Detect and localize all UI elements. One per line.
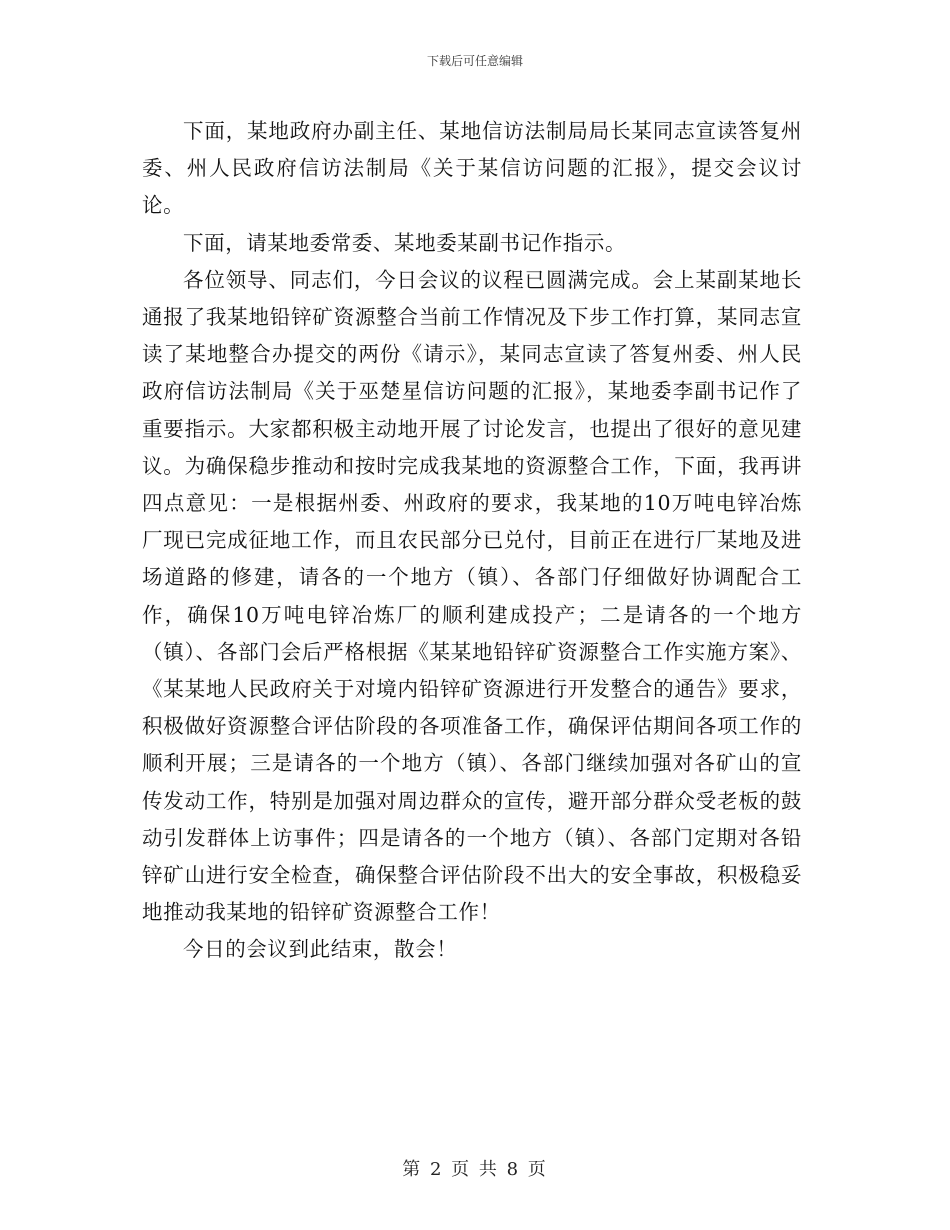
- document-body: [142, 113, 802, 969]
- page-header-note: 下载后可任意编辑: [426, 54, 523, 68]
- paragraph-meeting-close: 今日的会议到此结束，散会！: [183, 937, 458, 962]
- page-number: 第 2 页 共 8 页: [402, 1159, 548, 1180]
- paragraph-report-reading: 下面，某地政府办副主任、某地信访法制局局长某同志宣读答复州委、州人民政府信访法制局《关于某信访问题的汇报》，提交会议讨论。: [142, 119, 802, 218]
- paragraph-summary-and-opinions: 各位领导、同志们，今日会议的议程已圆满完成。会上某副某地长通报了我某地铅锌矿资源整合当前工作情况及下步工作打算，某同志宣读了某地整合办提交的两份《请示》，某同志宣读了答复州委、州人民政府信访法制局《关于巫楚星信访问题的汇报》，某地委李副书记作了重要指示。大家都积极主动地开展了讨论发言，也提出了很好的意见建议。为确保稳步推动和按时完成我某地的资源整合工作，下面，我再讲四点意见：一是根据州委、州政府的要求，我某地的10万吨电锌冶炼厂现已完成征地工作，而且农民部分已兑付，目前正在进行厂某地及进场道路的修建，请各的一个地方（镇）、各部门仔细做好协调配合工作，确保10万吨电锌冶炼厂的顺利建成投产；二是请各的一个地方（镇）、各部门会后严格根据《某某地铅锌矿资源整合工作实施方案》、《某某地人民政府关于对境内铅锌矿资源进行开发整合的通告》要求，积极做好资源整合评估阶段的各项准备工作，确保评估期间各项工作的顺利开展；三是请各的一个地方（镇）、各部门继续加强对各矿山的宣传发动工作，特别是加强对周边群众的宣传，避开部分群众受老板的鼓动引发群体上访事件；四是请各的一个地方（镇）、各部门定期对各铅锌矿山进行安全检查，确保整合评估阶段不出大的安全事故，积极稳妥地推动我某地的铅锌矿资源整合工作！: [142, 267, 802, 925]
- paragraph-instruction-request: 下面，请某地委常委、某地委某副书记作指示。: [183, 230, 627, 255]
